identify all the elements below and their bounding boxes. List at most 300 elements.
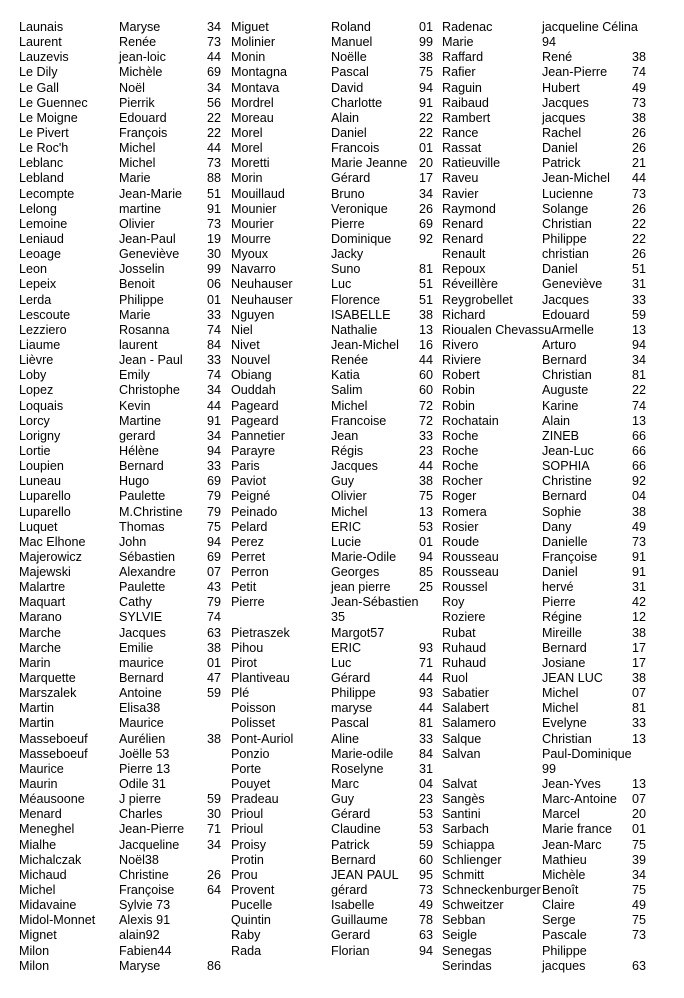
first-name: Michel <box>331 398 368 413</box>
first-name: Florence <box>331 292 380 307</box>
department-code: 34 <box>207 383 222 398</box>
last-name: Sangès <box>442 792 485 807</box>
last-name: Roche <box>442 459 479 474</box>
last-name: Laurent <box>19 35 62 50</box>
first-name: J pierre <box>119 792 161 807</box>
last-name: Maquart <box>19 595 66 610</box>
department-code: 44 <box>207 50 222 65</box>
last-name: Pelard <box>231 519 268 534</box>
first-name: JEAN PAUL <box>331 867 399 882</box>
department-code: 60 <box>419 383 434 398</box>
first-name: Jean - Paul <box>119 353 183 368</box>
department-code: 49 <box>632 80 647 95</box>
last-name: Pirot <box>231 655 257 670</box>
last-name: Monin <box>231 50 266 65</box>
last-name: Pietraszek <box>231 625 290 640</box>
first-name: Alexandre <box>119 565 176 580</box>
last-name: Schlienger <box>442 852 502 867</box>
first-name: Christian <box>542 368 592 383</box>
department-code: 72 <box>419 413 434 428</box>
last-name: Ponzio <box>231 746 270 761</box>
department-code: 91 <box>419 95 434 110</box>
last-name: Liaume <box>19 337 61 352</box>
last-name: Moreau <box>231 110 274 125</box>
department-code: 60 <box>419 368 434 383</box>
first-name: Philippe <box>331 686 376 701</box>
first-name: Gérard <box>331 807 371 822</box>
department-code: 92 <box>419 231 434 246</box>
first-name: martine <box>119 201 161 216</box>
first-name: Rachel <box>542 125 582 140</box>
first-name: Philippe <box>119 292 164 307</box>
first-name: Mireille <box>542 625 582 640</box>
last-name: Maurin <box>19 777 58 792</box>
last-name: Lorcy <box>19 413 50 428</box>
last-name: Salamero <box>442 716 496 731</box>
first-name: Olivier <box>331 489 367 504</box>
last-name: Rioualen ChevassuArmelle <box>442 322 594 337</box>
first-name: Arturo <box>542 337 577 352</box>
department-code: 26 <box>632 201 647 216</box>
first-name: Geneviève <box>542 277 603 292</box>
department-code: 64 <box>207 883 222 898</box>
last-name: Salvan <box>442 746 481 761</box>
department-code: 13 <box>419 504 434 519</box>
department-code: 33 <box>207 459 222 474</box>
first-name: Alain <box>331 110 360 125</box>
last-name: Majerowicz <box>19 549 82 564</box>
first-name: maryse <box>331 701 373 716</box>
last-name: Prioul <box>231 822 264 837</box>
department-code: 69 <box>207 474 222 489</box>
last-name: Pradeau <box>231 792 279 807</box>
last-name: Ratieuville <box>442 156 501 171</box>
department-code: 73 <box>632 95 647 110</box>
department-code: 92 <box>632 474 647 489</box>
first-name: 94 <box>542 35 557 50</box>
first-name: Geneviève <box>119 247 180 262</box>
first-name: Daniel <box>542 262 578 277</box>
department-code: 78 <box>419 913 434 928</box>
last-name: Lièvre <box>19 353 54 368</box>
last-name: Midol-Monnet <box>19 913 96 928</box>
department-code: 74 <box>632 65 647 80</box>
first-name: Suno <box>331 262 361 277</box>
last-name: Plé <box>231 686 250 701</box>
last-name: Milon <box>19 943 50 958</box>
last-name: Reygrobellet <box>442 292 513 307</box>
last-name: Le Dily <box>19 65 58 80</box>
last-name: Repoux <box>442 262 486 277</box>
last-name: Rubat <box>442 625 476 640</box>
last-name: Morel <box>231 125 263 140</box>
first-name: Paulette <box>119 489 166 504</box>
last-name: Réveillère <box>442 277 498 292</box>
last-name: Rochatain <box>442 413 499 428</box>
department-code: 33 <box>207 307 222 322</box>
department-code: 75 <box>419 65 434 80</box>
first-name: Michel <box>542 701 579 716</box>
first-name: Luc <box>331 655 352 670</box>
department-code: 73 <box>419 883 434 898</box>
department-code: 38 <box>419 307 434 322</box>
first-name: Christine <box>119 867 169 882</box>
first-name: Jacques <box>331 459 378 474</box>
last-name: Provent <box>231 883 275 898</box>
last-name: Pucelle <box>231 898 273 913</box>
department-code: 75 <box>207 519 222 534</box>
department-code: 63 <box>419 928 434 943</box>
department-code: 34 <box>207 80 222 95</box>
first-name: Pierre <box>542 595 576 610</box>
department-code: 44 <box>207 141 222 156</box>
first-name: Françoise <box>119 883 175 898</box>
last-name: Salabert <box>442 701 489 716</box>
department-code: 60 <box>419 852 434 867</box>
last-name: Neuhauser <box>231 277 293 292</box>
department-code: 79 <box>207 595 222 610</box>
first-name: Françoise <box>542 549 598 564</box>
first-name: Jean-Michel <box>331 337 399 352</box>
last-name: Lemoine <box>19 216 68 231</box>
first-name: Hubert <box>542 80 580 95</box>
last-name: Midavaine <box>19 898 77 913</box>
last-name: Renard <box>442 231 484 246</box>
department-code: 74 <box>207 322 222 337</box>
last-name: Mialhe <box>19 837 57 852</box>
first-name: Renée <box>119 35 157 50</box>
last-name: Morin <box>231 171 263 186</box>
last-name: Molinier <box>231 35 276 50</box>
last-name: Masseboeuf <box>19 746 88 761</box>
last-name: Le Roc'h <box>19 141 69 156</box>
department-code: 44 <box>207 398 222 413</box>
first-name: Rosanna <box>119 322 170 337</box>
last-name: Senegas <box>442 943 492 958</box>
department-code: 34 <box>207 20 222 34</box>
last-name: Schneckenburger <box>442 883 541 898</box>
department-code: 84 <box>207 337 222 352</box>
last-name: Lopez <box>19 383 54 398</box>
department-code: 33 <box>207 353 222 368</box>
first-name: Gerard <box>331 928 371 943</box>
first-name: Karine <box>542 398 579 413</box>
department-code: 73 <box>632 534 647 549</box>
first-name: Noël <box>119 80 145 95</box>
last-name: Prioul <box>231 807 264 822</box>
department-code: 59 <box>207 792 222 807</box>
department-code: 22 <box>207 125 222 140</box>
last-name: Robin <box>442 398 475 413</box>
first-name: ZINEB <box>542 428 580 443</box>
department-code: 91 <box>207 201 222 216</box>
first-name: Bernard <box>119 459 164 474</box>
department-code: 59 <box>419 837 434 852</box>
first-name: ISABELLE <box>331 307 391 322</box>
last-name: Meneghel <box>19 822 75 837</box>
department-code: 22 <box>207 110 222 125</box>
last-name: Myoux <box>231 247 269 262</box>
first-name: Patrick <box>331 837 370 852</box>
department-code: 59 <box>632 307 647 322</box>
department-code: 25 <box>419 580 434 595</box>
last-name: Rocher <box>442 474 483 489</box>
department-code: 13 <box>632 413 647 428</box>
last-name: Montava <box>231 80 280 95</box>
first-name: Bruno <box>331 186 365 201</box>
last-name: Michalczak <box>19 852 82 867</box>
last-name: Nguyen <box>231 307 275 322</box>
department-code: 26 <box>419 201 434 216</box>
department-code: 91 <box>632 549 647 564</box>
last-name: Martin <box>19 716 54 731</box>
last-name: Rosier <box>442 519 479 534</box>
last-name: Salque <box>442 731 482 746</box>
first-name: Pascal <box>331 65 369 80</box>
last-name: Malartre <box>19 580 66 595</box>
first-name: Dominique <box>331 231 392 246</box>
department-code: 93 <box>419 686 434 701</box>
first-name: Elisa38 <box>119 701 161 716</box>
last-name: Montagna <box>231 65 288 80</box>
department-code: 69 <box>419 216 434 231</box>
department-code: 44 <box>419 459 434 474</box>
last-name: Lepeix <box>19 277 57 292</box>
department-code: 75 <box>632 913 647 928</box>
last-name: Ruhaud <box>442 640 487 655</box>
department-code: 23 <box>419 443 434 458</box>
department-code: 75 <box>419 489 434 504</box>
first-name: SYLVIE <box>119 610 163 625</box>
first-name: alain92 <box>119 928 160 943</box>
last-name: Lelong <box>19 201 57 216</box>
department-code: 31 <box>419 761 434 776</box>
department-code: 38 <box>207 640 222 655</box>
last-name: Petit <box>231 580 257 595</box>
last-name: Pierre <box>231 595 265 610</box>
first-name: Daniel <box>542 141 578 156</box>
department-code: 38 <box>419 474 434 489</box>
department-code: 44 <box>419 671 434 686</box>
department-code: 01 <box>419 20 434 34</box>
first-name: Aline <box>331 731 360 746</box>
department-code: 22 <box>419 110 434 125</box>
department-code: 16 <box>419 337 434 352</box>
first-name: Pierre <box>331 216 365 231</box>
first-name: Pascale <box>542 928 587 943</box>
first-name: Jean-Pierre <box>542 65 608 80</box>
first-name: jacques <box>542 958 586 973</box>
department-code: 34 <box>632 353 647 368</box>
last-name: Moretti <box>231 156 270 171</box>
department-code: 71 <box>419 655 434 670</box>
last-name: Miguet <box>231 20 269 34</box>
first-name: Roland <box>331 20 371 34</box>
department-code: 49 <box>632 898 647 913</box>
department-code: 81 <box>632 368 647 383</box>
last-name: Pannetier <box>231 428 285 443</box>
first-name: Veronique <box>331 201 388 216</box>
first-name: Marc <box>331 777 359 792</box>
department-code: 79 <box>207 504 222 519</box>
department-code: 73 <box>207 156 222 171</box>
last-name: Rada <box>231 943 262 958</box>
last-name: Roche <box>442 443 479 458</box>
first-name: Marcel <box>542 807 580 822</box>
last-name: Prou <box>231 867 258 882</box>
first-name: Emilie <box>119 640 154 655</box>
department-code: 66 <box>632 459 647 474</box>
last-name: Milon <box>19 958 50 973</box>
department-code: 53 <box>419 519 434 534</box>
department-code: 85 <box>419 565 434 580</box>
department-code: 74 <box>207 368 222 383</box>
last-name: Mounier <box>231 201 277 216</box>
last-name: Polisset <box>231 716 276 731</box>
department-code: 91 <box>632 565 647 580</box>
last-name: Martin <box>19 701 54 716</box>
department-code: 33 <box>632 716 647 731</box>
last-name: Roziere <box>442 610 486 625</box>
last-name: Rivero <box>442 337 479 352</box>
first-name: gérard <box>331 883 368 898</box>
last-name: Loby <box>19 368 47 383</box>
department-code: 17 <box>632 655 647 670</box>
first-name: Marie <box>119 171 151 186</box>
last-name: Sarbach <box>442 822 489 837</box>
department-code: 95 <box>419 867 434 882</box>
first-name: Margot57 <box>331 625 385 640</box>
first-name: 99 <box>542 761 557 776</box>
department-code: 51 <box>632 262 647 277</box>
department-code: 26 <box>207 867 222 882</box>
last-name: Leblanc <box>19 156 64 171</box>
first-name: Alain <box>542 413 571 428</box>
first-name: Bernard <box>542 489 587 504</box>
last-name: Le Guennec <box>19 95 88 110</box>
department-code: 88 <box>207 171 222 186</box>
department-code: 42 <box>632 595 647 610</box>
department-code: 38 <box>632 671 647 686</box>
last-name: Raby <box>231 928 261 943</box>
last-name: Raffard <box>442 50 484 65</box>
last-name: Radenac <box>442 20 493 34</box>
department-code: 74 <box>207 610 222 625</box>
first-name: John <box>119 534 147 549</box>
first-name: Guy <box>331 474 355 489</box>
last-name: Serindas <box>442 958 492 973</box>
last-name: Launais <box>19 20 64 34</box>
last-name: Plantiveau <box>231 671 290 686</box>
department-code: 38 <box>632 50 647 65</box>
department-code: 12 <box>632 610 647 625</box>
last-name: Pageard <box>231 398 279 413</box>
last-name: Roude <box>442 534 480 549</box>
department-code: 04 <box>419 777 434 792</box>
last-name: Navarro <box>231 262 276 277</box>
last-name: Mourre <box>231 231 271 246</box>
department-code: 20 <box>419 156 434 171</box>
first-name: Emily <box>119 368 150 383</box>
department-code: 81 <box>419 716 434 731</box>
first-name: Daniel <box>542 565 578 580</box>
first-name: maurice <box>119 655 164 670</box>
department-code: 44 <box>419 353 434 368</box>
last-name: Neuhauser <box>231 292 293 307</box>
department-code: 71 <box>207 822 222 837</box>
first-name: hervé <box>542 580 574 595</box>
department-code: 51 <box>419 292 434 307</box>
last-name: Romera <box>442 504 487 519</box>
first-name: Danielle <box>542 534 588 549</box>
first-name: Manuel <box>331 35 373 50</box>
department-code: 22 <box>419 125 434 140</box>
department-code: 01 <box>207 292 222 307</box>
first-name: Edouard <box>119 110 167 125</box>
last-name: Poisson <box>231 701 276 716</box>
first-name: Jean-Paul <box>119 231 176 246</box>
first-name: Jacqueline <box>119 837 180 852</box>
last-name: Leniaud <box>19 231 64 246</box>
last-name: Robin <box>442 383 475 398</box>
last-name: Morel <box>231 141 263 156</box>
first-name: Michel <box>331 504 368 519</box>
first-name: Evelyne <box>542 716 587 731</box>
first-name: JEAN LUC <box>542 671 603 686</box>
last-name: Perez <box>231 534 264 549</box>
department-code: 44 <box>632 171 647 186</box>
first-name: Renée <box>331 353 369 368</box>
last-name: Richard <box>442 307 486 322</box>
department-code: 31 <box>632 580 647 595</box>
first-name: Bernard <box>542 353 587 368</box>
first-name: Michèle <box>119 65 163 80</box>
last-name: Marin <box>19 655 51 670</box>
last-name: Ouddah <box>231 383 276 398</box>
first-name: David <box>331 80 364 95</box>
first-name: Philippe <box>542 231 587 246</box>
department-code: 26 <box>632 141 647 156</box>
first-name: Cathy <box>119 595 152 610</box>
first-name: Noëlle <box>331 50 367 65</box>
last-name: Seigle <box>442 928 478 943</box>
last-name: Peigné <box>231 489 271 504</box>
first-name: Marie-odile <box>331 746 394 761</box>
last-name: Marie <box>442 35 474 50</box>
first-name: Jean-Pierre <box>119 822 185 837</box>
first-name: Paul-Dominique <box>542 746 632 761</box>
first-name: M.Christine <box>119 504 183 519</box>
last-name: Leon <box>19 262 48 277</box>
last-name: Maurice <box>19 761 64 776</box>
last-name: Majewski <box>19 565 71 580</box>
first-name: christian <box>542 247 589 262</box>
department-code: 59 <box>207 686 222 701</box>
first-name: Solange <box>542 201 589 216</box>
department-code: 73 <box>632 186 647 201</box>
last-name: Roger <box>442 489 477 504</box>
last-name: Luquet <box>19 519 58 534</box>
first-name: Jean-Marc <box>542 837 602 852</box>
last-name: Sabatier <box>442 686 489 701</box>
first-name: gerard <box>119 428 156 443</box>
first-name: Régine <box>542 610 582 625</box>
department-code: 01 <box>632 822 647 837</box>
last-name: Peinado <box>231 504 278 519</box>
first-name: René <box>542 50 573 65</box>
department-code: 94 <box>419 80 434 95</box>
first-name: ERIC <box>331 519 362 534</box>
